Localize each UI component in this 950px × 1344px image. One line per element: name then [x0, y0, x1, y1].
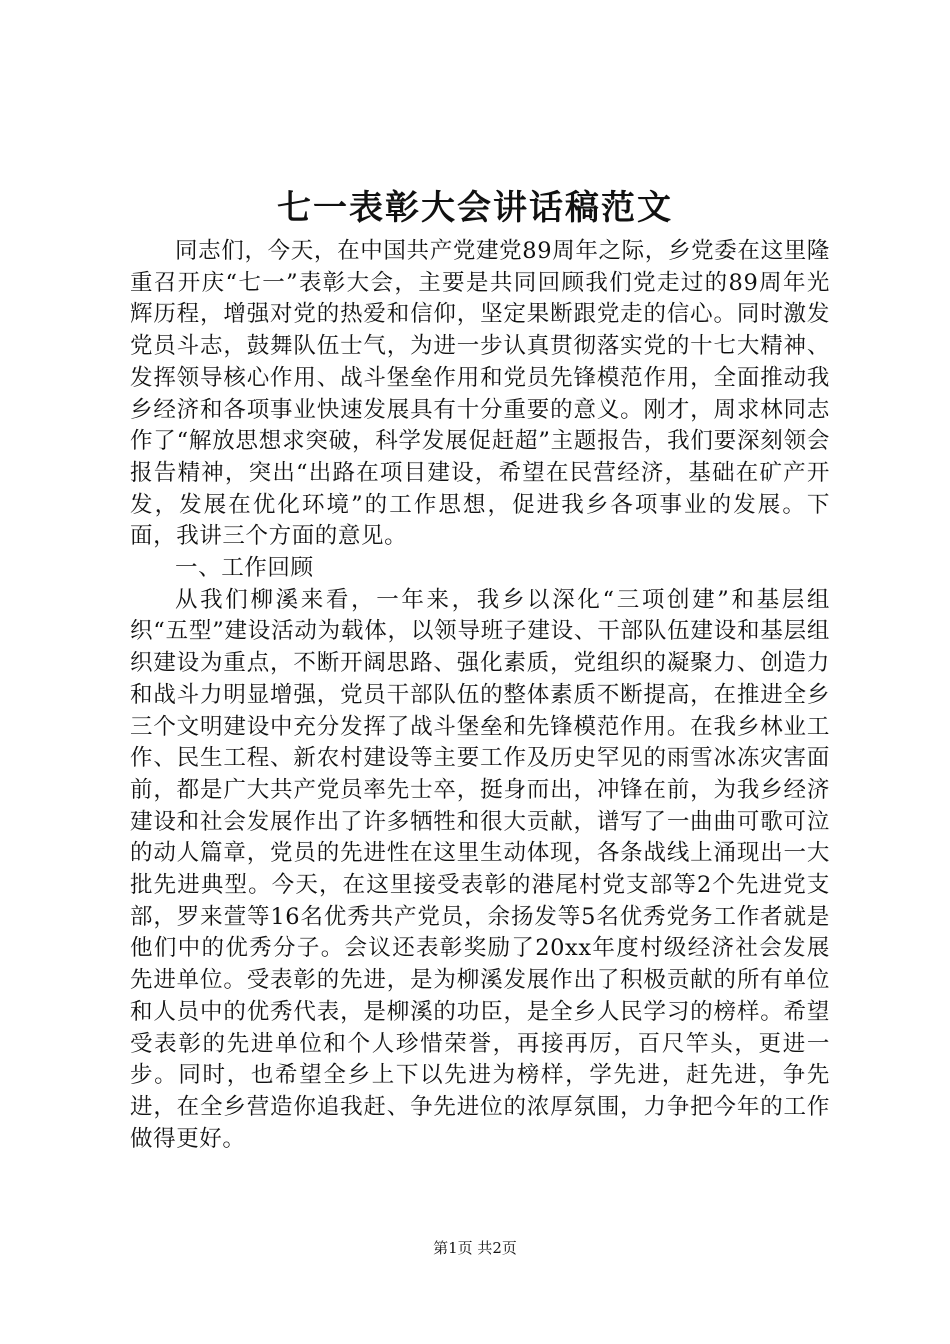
- paragraph-work-review: 从我们柳溪来看，一年来，我乡以深化“三项创建”和基层组织“五型”建设活动为载体，以领导班子建设、干部队伍建设和基层组织建设为重点，不断开阔思路、强化素质，党组织的凝聚力、创造力和战斗力明显增强，党员干部队伍的整体素质不断提高，在推进全乡三个文明建设中充分发挥了战斗堡垒和先锋模范作用。在我乡林业工作、民生工程、新农村建设等主要工作及历史罕见的雨雪冰冻灾害面前，都是广大共产党员率先士卒，挺身而出，冲锋在前，为我乡经济建设和社会发展作出了许多牺牲和很大贡献，谱写了一曲曲可歌可泣的动人篇章，党员的先进性在这里生动体现，各条战线上涌现出一大批先进典型。今天，在这里接受表彰的港尾村党支部等2个先进党支部，罗来萱等16名优秀共产党员，余扬发等5名优秀党务工作者就是他们中的优秀分子。会议还表彰奖励了20xx年度村级经济社会发展先进单位。受表彰的先进，是为柳溪发展作出了积极贡献的所有单位和人员中的优秀代表，是柳溪的功臣，是全乡人民学习的榜样。希望受表彰的先进单位和个人珍惜荣誉，再接再厉，百尺竿头，更进一步。同时，也希望全乡上下以先进为榜样，学先进，赶先进，争先进，在全乡营造你追我赶、争先进位的浓厚氛围，力争把今年的工作做得更好。: [130, 586, 830, 1152]
- page-number-footer: 第1页 共2页: [433, 1239, 517, 1257]
- section-heading-work-review: 一、工作回顾: [175, 555, 314, 582]
- document-body: [130, 236, 830, 1155]
- document-title: 七一表彰大会讲话稿范文: [277, 188, 673, 228]
- paragraph-intro: 同志们，今天，在中国共产党建党89周年之际，乡党委在这里隆重召开庆“七一”表彰大会，主要是共同回顾我们党走过的89周年光辉历程，增强对党的热爱和信仰，坚定果断跟党走的信心。同时激发党员斗志，鼓舞队伍士气，为进一步认真贯彻落实党的十七大精神、发挥领导核心作用、战斗堡垒作用和党员先锋模范作用，全面推动我乡经济和各项事业快速发展具有十分重要的意义。刚才，周求林同志作了“解放思想求突破，科学发展促赶超”主题报告，我们要深刻领会报告精神，突出“出路在项目建设，希望在民营经济，基础在矿产开发，发展在优化环境”的工作思想，促进我乡各项事业的发展。下面，我讲三个方面的意见。: [130, 238, 830, 550]
